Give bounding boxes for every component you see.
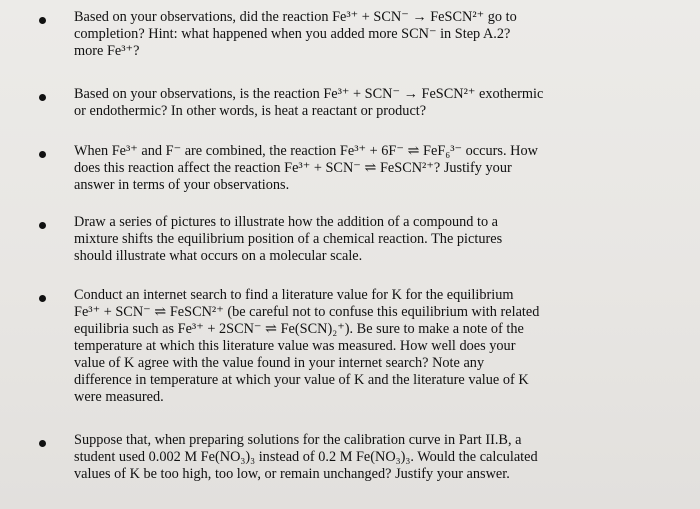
bullet-5 <box>39 295 46 302</box>
question-5-line-4: temperature at which this literature value was measured. How well does your <box>74 338 516 354</box>
question-4-line-1: Draw a series of pictures to illustrate how the addition of a compound to a <box>74 214 499 230</box>
bullet-6 <box>39 440 46 447</box>
question-6 <box>74 432 614 483</box>
question-4-line-2: mixture shifts the equilibrium position of a chemical reaction. The pictures <box>74 231 503 247</box>
question-5-line-6: difference in temperature at which your value of K and the literature value of K <box>74 372 529 388</box>
question-4-line-3: should illustrate what occurs on a molecular scale. <box>74 248 363 264</box>
question-3-line-1: When Fe³⁺ and F⁻ are combined, the reaction Fe³⁺ + 6F⁻ ⇌ FeF₆³⁻ occurs. How <box>74 143 538 159</box>
question-1-line-1: Based on your observations, did the reaction Fe³⁺ + SCN⁻ → FeSCN²⁺ go to <box>74 9 517 25</box>
question-5-line-3: equilibria such as Fe³⁺ + 2SCN⁻ ⇌ Fe(SCN)₂⁺). Be sure to make a note of the <box>74 321 524 337</box>
bullet-1 <box>39 17 46 24</box>
question-4 <box>74 214 614 265</box>
question-5-line-7: were measured. <box>74 389 164 405</box>
question-3-line-2: does this reaction affect the reaction Fe³⁺ + SCN⁻ ⇌ FeSCN²⁺? Justify your <box>74 160 512 176</box>
question-5-line-2: Fe³⁺ + SCN⁻ ⇌ FeSCN²⁺ (be careful not to confuse this equilibrium with related <box>74 304 540 320</box>
question-2-line-2: or endothermic? In other words, is heat a reactant or product? <box>74 103 427 119</box>
question-5-line-1: Conduct an internet search to find a literature value for K for the equilibrium <box>74 287 514 303</box>
bullet-2 <box>39 94 46 101</box>
bullet-4 <box>39 222 46 229</box>
question-1-line-2: completion? Hint: what happened when you added more SCN⁻ in Step A.2? <box>74 26 511 42</box>
question-6-line-3: values of K be too high, too low, or remain unchanged? Justify your answer. <box>74 466 510 482</box>
question-6-line-2: student used 0.002 M Fe(NO₃)₃ instead of 0.2 M Fe(NO₃)₃. Would the calculated <box>74 449 538 465</box>
bullet-3 <box>39 151 46 158</box>
question-1-line-3: more Fe³⁺? <box>74 43 140 59</box>
question-3 <box>74 143 614 194</box>
question-1 <box>74 9 614 60</box>
question-2 <box>74 86 614 120</box>
question-5-line-5: value of K agree with the value found in your internet search? Note any <box>74 355 485 371</box>
question-3-line-3: answer in terms of your observations. <box>74 177 290 193</box>
question-5 <box>74 287 614 406</box>
question-6-line-1: Suppose that, when preparing solutions for the calibration curve in Part II.B, a <box>74 432 522 448</box>
question-2-line-1: Based on your observations, is the reaction Fe³⁺ + SCN⁻ → FeSCN²⁺ exothermic <box>74 86 544 102</box>
